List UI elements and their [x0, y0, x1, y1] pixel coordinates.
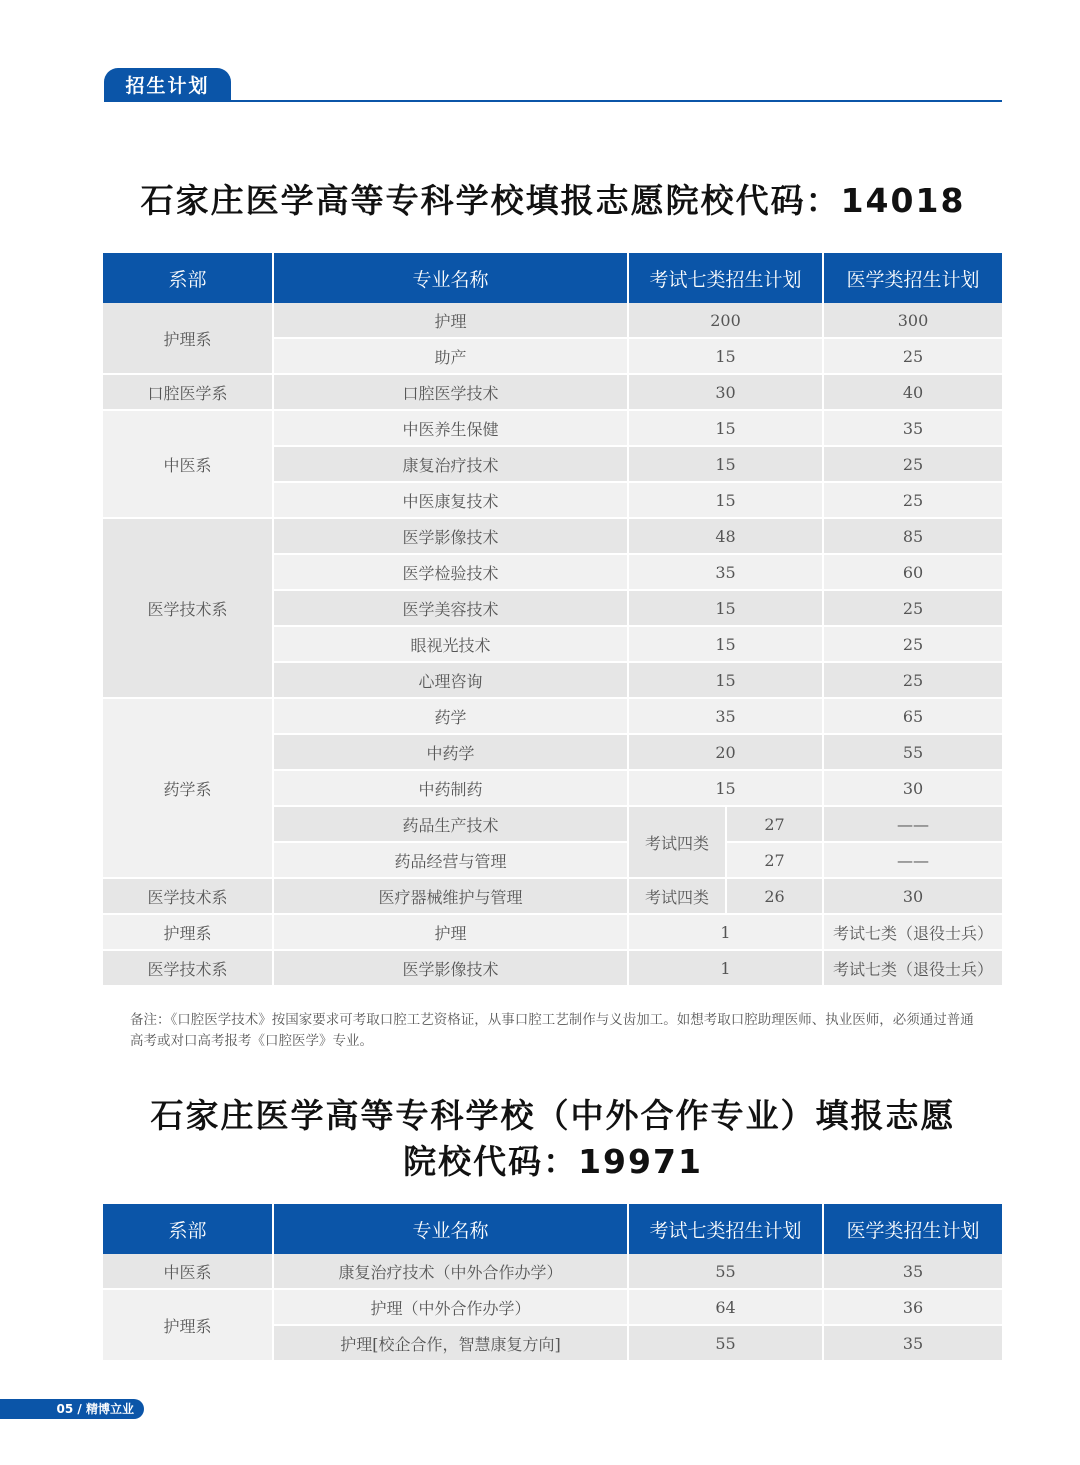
seven-cell: 1	[628, 950, 823, 986]
med-cell: 60	[823, 554, 1002, 590]
seven-cell: 15	[628, 338, 823, 374]
col-med: 医学类招生计划	[823, 1204, 1002, 1254]
seven-cell: 15	[628, 446, 823, 482]
category-cell: 考试四类	[628, 806, 726, 878]
col-seven: 考试七类招生计划	[628, 1204, 823, 1254]
seven-cell: 15	[628, 770, 823, 806]
major-cell: 心理咨询	[273, 662, 628, 698]
col-dept: 系部	[103, 1204, 273, 1254]
major-cell: 康复治疗技术	[273, 446, 628, 482]
table-row	[103, 374, 1002, 410]
seven-cell: 55	[628, 1325, 823, 1361]
enrollment-table-2	[103, 1204, 1002, 1362]
major-cell: 药学	[273, 698, 628, 734]
med-cell: ——	[823, 842, 1002, 878]
category-cell: 考试四类	[628, 878, 726, 914]
table-header-row	[103, 253, 1002, 303]
dept-cell: 医学技术系	[103, 518, 273, 698]
seven-cell: 64	[628, 1289, 823, 1325]
major-cell: 中医养生保健	[273, 410, 628, 446]
major-cell: 眼视光技术	[273, 626, 628, 662]
major-cell: 护理[校企合作，智慧康复方向]	[273, 1325, 628, 1361]
major-cell: 药品生产技术	[273, 806, 628, 842]
dept-cell: 医学技术系	[103, 878, 273, 914]
major-cell: 中药制药	[273, 770, 628, 806]
seven-cell: 20	[628, 734, 823, 770]
table-header-row	[103, 1204, 1002, 1254]
med-cell: 25	[823, 662, 1002, 698]
med-cell: 30	[823, 770, 1002, 806]
med-cell: 25	[823, 446, 1002, 482]
col-seven: 考试七类招生计划	[628, 253, 823, 303]
seven-cell: 15	[628, 482, 823, 518]
med-cell: 35	[823, 410, 1002, 446]
dept-cell: 护理系	[103, 303, 273, 374]
major-cell: 医学检验技术	[273, 554, 628, 590]
seven-cell: 30	[628, 374, 823, 410]
table-row	[103, 518, 1002, 554]
major-cell: 康复治疗技术（中外合作办学）	[273, 1254, 628, 1289]
med-cell: 25	[823, 626, 1002, 662]
table-row	[103, 1254, 1002, 1289]
major-cell: 医学影像技术	[273, 518, 628, 554]
enrollment-table-1	[103, 253, 1002, 987]
med-cell: 25	[823, 338, 1002, 374]
med-cell: 35	[823, 1325, 1002, 1361]
med-cell: 25	[823, 482, 1002, 518]
col-major: 专业名称	[273, 1204, 628, 1254]
count-cell: 27	[726, 806, 823, 842]
dept-cell: 药学系	[103, 698, 273, 878]
table-row	[103, 303, 1002, 338]
major-cell: 护理	[273, 914, 628, 950]
major-cell: 医学美容技术	[273, 590, 628, 626]
major-cell: 医学影像技术	[273, 950, 628, 986]
seven-cell: 15	[628, 590, 823, 626]
seven-cell: 55	[628, 1254, 823, 1289]
section2-title-line1: 石家庄医学高等专科学校（中外合作专业）填报志愿	[150, 1096, 956, 1135]
major-cell: 中医康复技术	[273, 482, 628, 518]
dept-cell: 中医系	[103, 1254, 273, 1289]
page-footer: 05 / 精博立业	[0, 1399, 144, 1419]
dept-cell: 护理系	[103, 1289, 273, 1361]
seven-cell: 15	[628, 410, 823, 446]
table-row	[103, 950, 1002, 986]
med-cell: 考试七类（退役士兵）	[823, 914, 1002, 950]
dept-cell: 中医系	[103, 410, 273, 518]
seven-cell: 15	[628, 662, 823, 698]
med-cell: 35	[823, 1254, 1002, 1289]
section1-title: 石家庄医学高等专科学校填报志愿院校代码：14018	[140, 181, 966, 220]
major-cell: 口腔医学技术	[273, 374, 628, 410]
dept-cell: 医学技术系	[103, 950, 273, 986]
count-cell: 27	[726, 842, 823, 878]
med-cell: 25	[823, 590, 1002, 626]
med-cell: 30	[823, 878, 1002, 914]
med-cell: ——	[823, 806, 1002, 842]
footnote: 备注：《口腔医学技术》按国家要求可考取口腔工艺资格证，从事口腔工艺制作与义齿加工。如想考取口腔助理医师、执业医师，必须通过普通高考或对口高考报考《口腔医学》专业。	[130, 1012, 974, 1049]
major-cell: 助产	[273, 338, 628, 374]
major-cell: 中药学	[273, 734, 628, 770]
section2-title-line2: 院校代码：19971	[403, 1142, 703, 1181]
dept-cell: 口腔医学系	[103, 374, 273, 410]
med-cell: 考试七类（退役士兵）	[823, 950, 1002, 986]
major-cell: 医疗器械维护与管理	[273, 878, 628, 914]
major-cell: 护理（中外合作办学）	[273, 1289, 628, 1325]
col-med: 医学类招生计划	[823, 253, 1002, 303]
med-cell: 300	[823, 303, 1002, 338]
col-dept: 系部	[103, 253, 273, 303]
med-cell: 36	[823, 1289, 1002, 1325]
med-cell: 55	[823, 734, 1002, 770]
table-row	[103, 914, 1002, 950]
seven-cell: 35	[628, 554, 823, 590]
med-cell: 85	[823, 518, 1002, 554]
major-cell: 护理	[273, 303, 628, 338]
col-major: 专业名称	[273, 253, 628, 303]
table-row	[103, 698, 1002, 734]
header-divider	[104, 100, 1002, 102]
count-cell: 26	[726, 878, 823, 914]
seven-cell: 48	[628, 518, 823, 554]
seven-cell: 35	[628, 698, 823, 734]
section-tab: 招生计划	[104, 68, 231, 102]
table-row	[103, 1289, 1002, 1325]
table-row	[103, 878, 1002, 914]
dept-cell: 护理系	[103, 914, 273, 950]
seven-cell: 1	[628, 914, 823, 950]
seven-cell: 15	[628, 626, 823, 662]
seven-cell: 200	[628, 303, 823, 338]
med-cell: 40	[823, 374, 1002, 410]
table-row	[103, 410, 1002, 446]
major-cell: 药品经营与管理	[273, 842, 628, 878]
med-cell: 65	[823, 698, 1002, 734]
